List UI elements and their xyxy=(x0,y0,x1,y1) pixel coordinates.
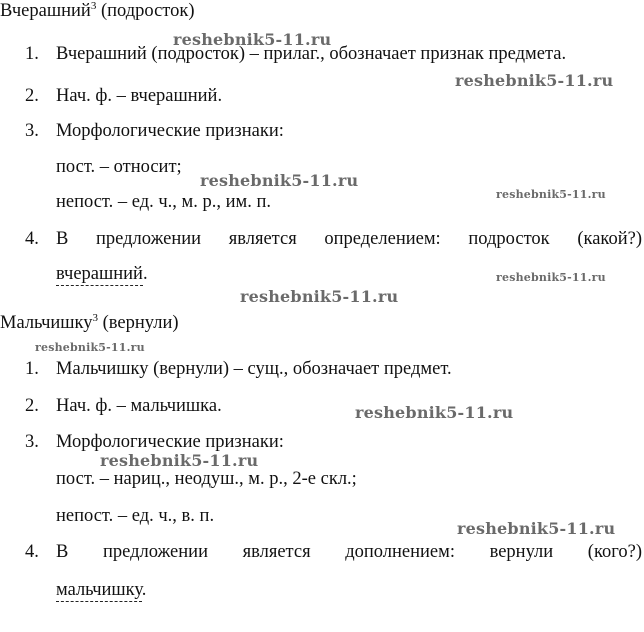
list-item-text: В предложении является дополнением: вернули (кого?) xyxy=(56,542,642,562)
list-item-number: 3. xyxy=(25,432,39,452)
list-item-number: 2. xyxy=(25,396,39,416)
watermark: reshebnik5-11.ru xyxy=(457,519,616,538)
underlined-word: вчерашний xyxy=(56,264,143,284)
sub-item-text: непост. – ед. ч., м. р., им. п. xyxy=(56,192,272,212)
list-item-text: Морфологические признаки: xyxy=(56,432,284,452)
list-item-text: Нач. ф. – вчерашний. xyxy=(56,86,223,106)
heading-rest: (подросток) xyxy=(96,1,195,21)
watermark: reshebnik5-11.ru xyxy=(355,403,514,422)
list-item-continuation xyxy=(56,581,146,600)
list-item-text: Вчерашний (подросток) – прилаг., обозначает признак предмета. xyxy=(56,44,567,64)
section-1-heading xyxy=(0,2,195,21)
list-item-number: 1. xyxy=(25,359,39,379)
heading-rest: (вернули) xyxy=(98,313,179,333)
punctuation: . xyxy=(141,580,147,600)
heading-superscript: 3 xyxy=(92,311,99,324)
heading-word: Мальчишку xyxy=(0,313,93,333)
list-item-number: 3. xyxy=(25,121,39,141)
sub-item-text: пост. – относит; xyxy=(56,157,182,177)
sub-item-text: непост. – ед. ч., в. п. xyxy=(56,506,215,526)
heading-superscript: 3 xyxy=(90,0,97,12)
list-item-text: Мальчишку (вернули) – сущ., обозначает предмет. xyxy=(56,359,452,379)
watermark: reshebnik5-11.ru xyxy=(200,171,359,190)
list-item-number: 4. xyxy=(25,229,39,249)
underlined-word: мальчишку xyxy=(56,580,142,600)
watermark: reshebnik5-11.ru xyxy=(35,341,145,354)
list-item-number: 4. xyxy=(25,542,39,562)
watermark: reshebnik5-11.ru xyxy=(496,188,606,201)
heading-word: Вчерашний xyxy=(0,1,91,21)
list-item-number: 2. xyxy=(25,86,39,106)
list-item-text: Нач. ф. – мальчишка. xyxy=(56,396,222,416)
list-item-text: В предложении является определением: подросток (какой?) xyxy=(56,229,642,249)
watermark: reshebnik5-11.ru xyxy=(100,451,259,470)
watermark: reshebnik5-11.ru xyxy=(240,287,399,306)
watermark: reshebnik5-11.ru xyxy=(173,30,332,49)
section-2-heading xyxy=(0,311,179,333)
list-item-text: Морфологические признаки: xyxy=(56,121,284,141)
watermark: reshebnik5-11.ru xyxy=(496,271,606,284)
punctuation: . xyxy=(142,264,148,284)
sub-item-text: пост. – нариц., неодуш., м. р., 2-е скл.; xyxy=(56,469,357,489)
list-item-number: 1. xyxy=(25,44,39,64)
list-item-continuation xyxy=(56,265,148,284)
watermark: reshebnik5-11.ru xyxy=(455,71,614,90)
